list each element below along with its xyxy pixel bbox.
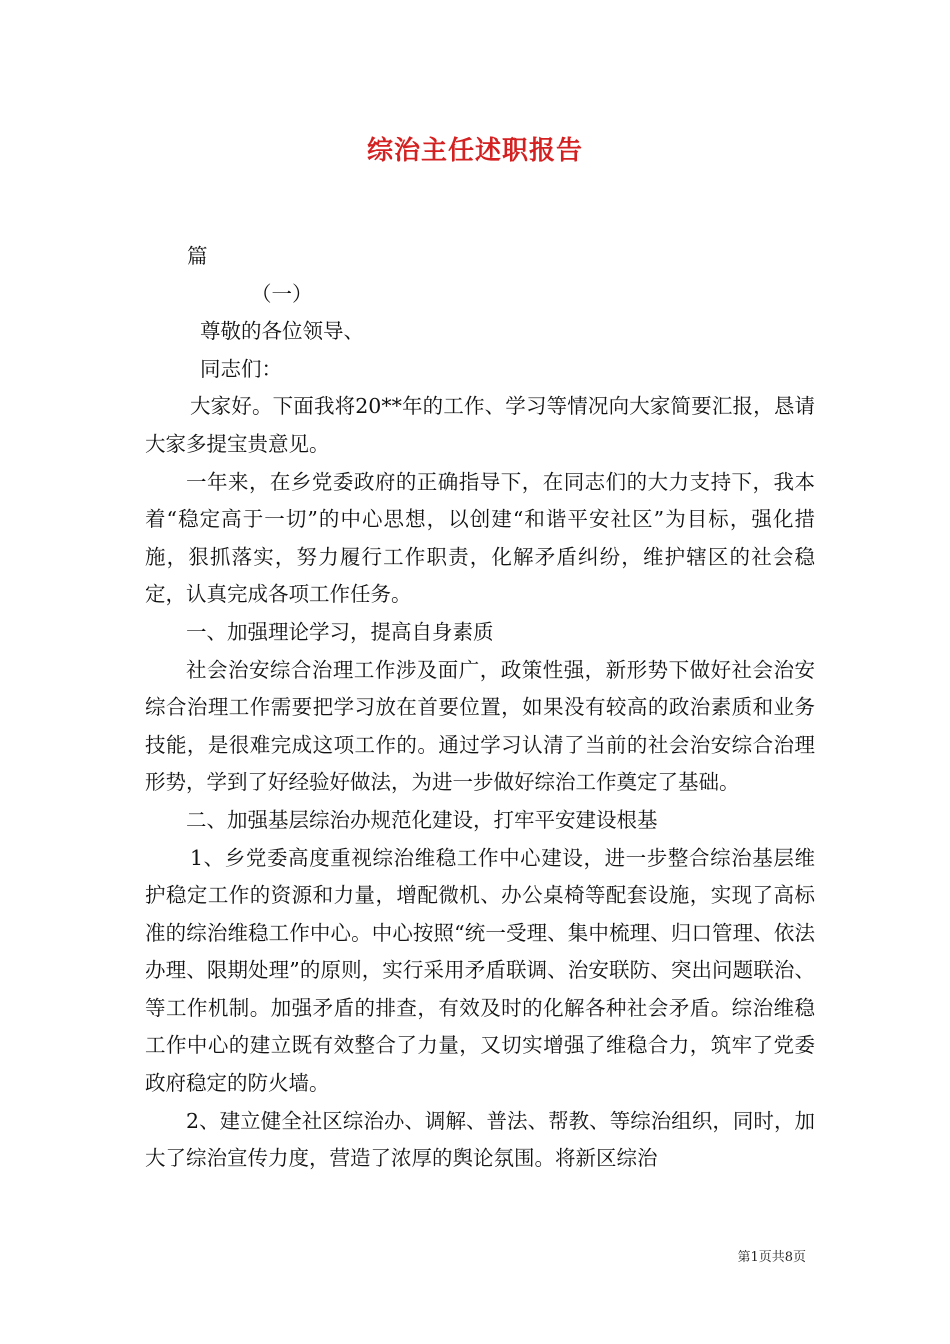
salutation-line-2: 同志们： [200,356,282,381]
heading-2: 二、加强基层综治办规范化建设，打牢平安建设根基 [186,807,658,832]
page-number-footer: 第1页共8页 [737,1250,806,1265]
paragraph-greeting: 大家好。下面我将20**年的工作、学习等情况向大家简要汇报，恳请大家多提宝贵意见。 [145,394,815,456]
salutation-line-1: 尊敬的各位领导、 [200,319,364,344]
paragraph-item-2: 2、建立健全社区综治办、调解、普法、帮教、等综治组织，同时，加大了综治宣传力度，营造了浓厚的舆论氛围。将新区综治 [145,1108,815,1171]
document-title: 综治主任述职报告 [366,136,583,166]
paragraph-study: 社会治安综合治理工作涉及面广，政策性强，新形势下做好社会治安综合治理工作需要把学习放在首要位置，如果没有较高的政治素质和业务技能，是很难完成这项工作的。通过学习认清了当前的社会治安综合治理形势，学到了好经验好做法，为进一步做好综治工作奠定了基础。 [145,657,815,795]
section-label: 篇 [187,244,208,268]
paragraph-intro: 一年来，在乡党委政府的正确指导下，在同志们的大力支持下，我本着“稳定高于一切”的中心思想，以创建“和谐平安社区”为目标，强化措施，狠抓落实，努力履行工作职责，化解矛盾纠纷，维护辖区的社会稳定，认真完成各项工作任务。 [145,469,815,607]
section-number: （一） [251,281,313,306]
paragraph-item-1: 1、乡党委高度重视综治维稳工作中心建设，进一步整合综治基层维护稳定工作的资源和力量，增配微机、办公桌椅等配套设施，实现了高标准的综治维稳工作中心。中心按照“统一受理、集中梳理、归口管理、依法办理、限期处理”的原则，实行采用矛盾联调、治安联防、突出问题联治、等工作机制。加强矛盾的排查，有效及时的化解各种社会矛盾。综治维稳工作中心的建立既有效整合了力量，又切实增强了维稳合力，筑牢了党委政府稳定的防火墙。 [145,845,815,1096]
document-body [145,238,815,1178]
heading-1: 一、加强理论学习，提高自身素质 [186,619,494,644]
